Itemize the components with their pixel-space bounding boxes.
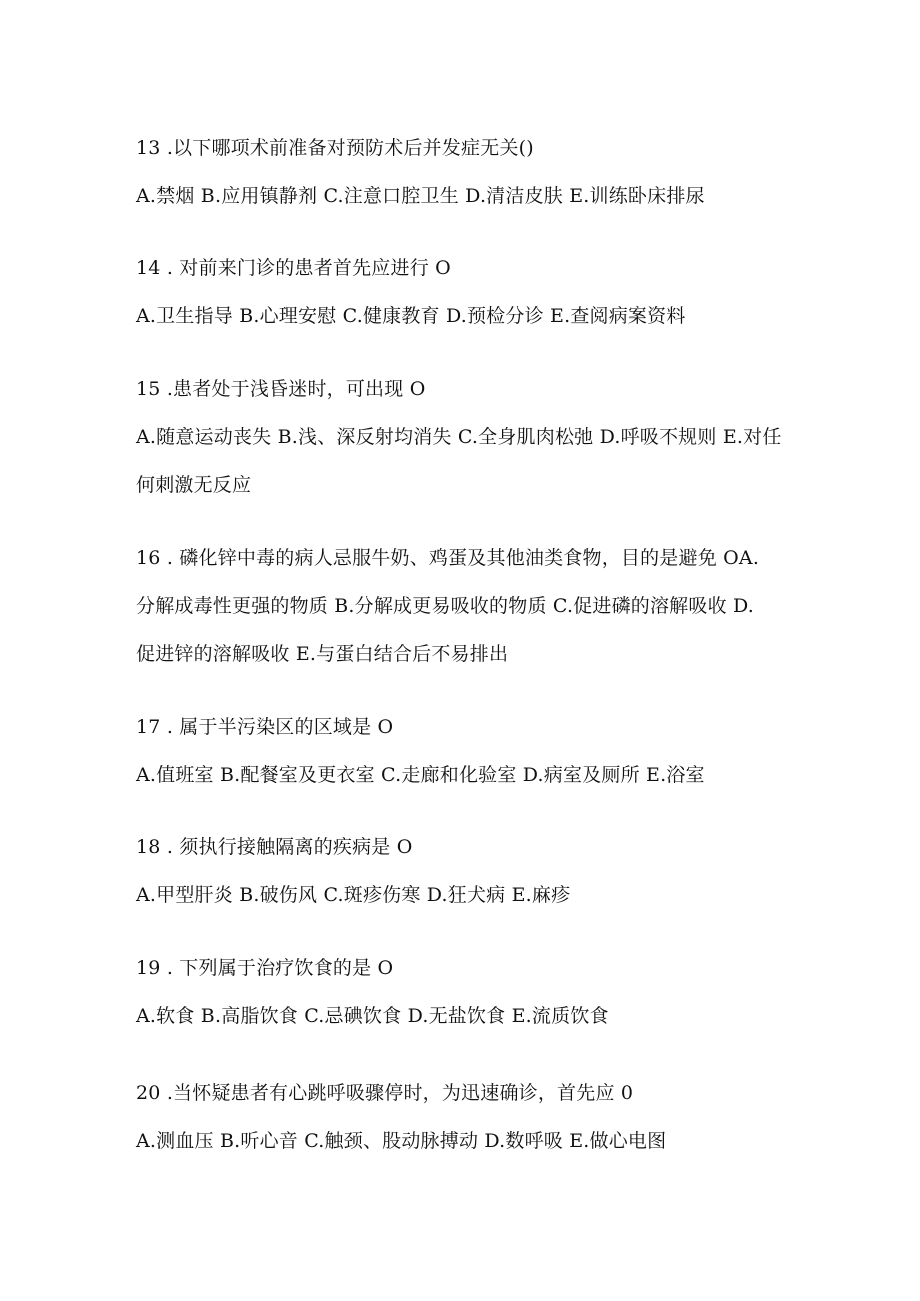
question-13-options: A.禁烟 B.应用镇静剂 C.注意口腔卫生 D.清洁皮肤 E.训练卧床排尿 [136,185,705,207]
question-18-options: A.甲型肝炎 B.破伤风 C.斑疹伤寒 D.狂犬病 E.麻疹 [136,884,571,906]
question-15-options: A.随意运动丧失 B.浅、深反射均消失 C.全身肌肉松弛 D.呼吸不规则 E.对任 [136,426,782,448]
question-19 [136,944,796,1040]
question-20 [136,1069,796,1165]
question-15-options-cont: 何刺激无反应 [136,474,252,496]
question-19-options: A.软食 B.高脂饮食 C.忌碘饮食 D.无盐饮食 E.流质饮食 [136,1005,609,1027]
question-15 [136,365,796,509]
question-15-stem: 15 .患者处于浅昏迷时，可出现 O [136,378,426,400]
question-19-stem: 19 . 下列属于治疗饮食的是 O [136,957,394,979]
question-20-options: A.测血压 B.听心音 C.触颈、股动脉搏动 D.数呼吸 E.做心电图 [136,1130,667,1152]
question-14-stem: 14 . 对前来门诊的患者首先应进行 O [136,257,451,279]
question-16-stem: 16 . 磷化锌中毒的病人忌服牛奶、鸡蛋及其他油类食物，目的是避免 OA. [136,547,760,569]
question-17 [136,703,796,799]
question-20-stem: 20 .当怀疑患者有心跳呼吸骤停时，为迅速确诊，首先应 0 [136,1082,634,1104]
question-16 [136,534,796,678]
question-13 [136,124,796,220]
question-16-options-cont: 促进锌的溶解吸收 E.与蛋白结合后不易排出 [136,643,509,665]
question-17-options: A.值班室 B.配餐室及更衣室 C.走廊和化验室 D.病室及厕所 E.浴室 [136,764,705,786]
question-18 [136,823,796,919]
question-17-stem: 17 . 属于半污染区的区域是 O [136,716,394,738]
question-14-options: A.卫生指导 B.心理安慰 C.健康教育 D.预检分诊 E.查阅病案资料 [136,305,686,327]
question-16-options: 分解成毒性更强的物质 B.分解成更易吸收的物质 C.促进磷的溶解吸收 D. [136,595,755,617]
question-18-stem: 18 . 须执行接触隔离的疾病是 O [136,836,413,858]
question-13-stem: 13 .以下哪项术前准备对预防术后并发症无关() [136,137,534,159]
question-14 [136,244,796,340]
